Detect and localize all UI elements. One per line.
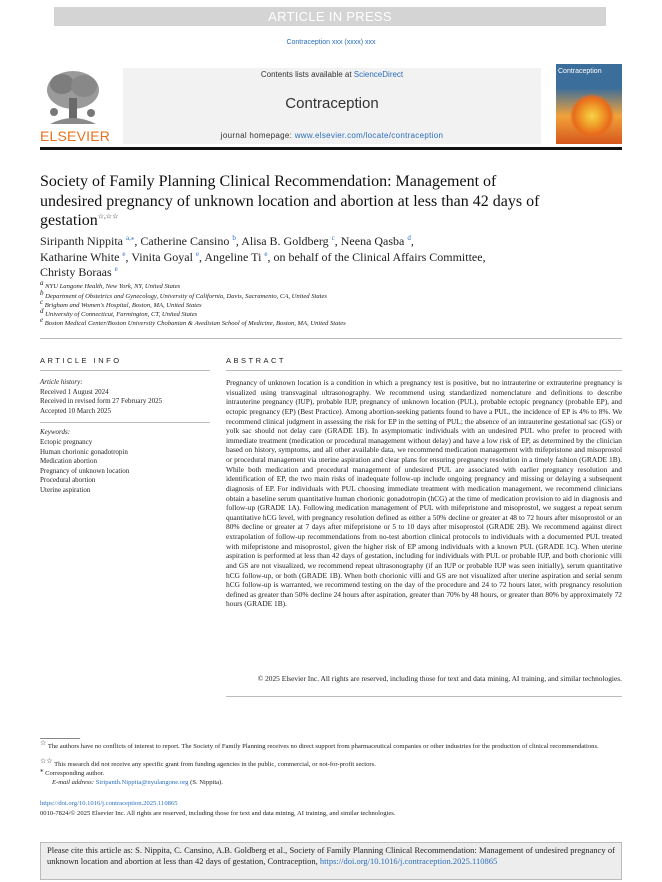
article-info-heading: ARTICLE INFO	[40, 356, 122, 365]
citation-text: Please cite this article as: S. Nippita, C. Cansino, A.B. Goldberg et al., Society of Family Planning Clinical Recommendation: Management of undesired pregnancy of unknown location and abortion at less than 42 days of gestation, Contraception,	[47, 845, 615, 866]
author-affiliation-mark[interactable]: d	[407, 234, 411, 242]
author-name: Neena Qasba	[340, 234, 405, 248]
received-date: Received 1 August 2024	[40, 387, 109, 396]
footnote-funding	[40, 756, 622, 769]
keywords-label: Keywords:	[40, 428, 71, 437]
divider	[40, 338, 622, 339]
cover-title: Contraception	[558, 68, 602, 75]
footnote-conflicts	[40, 738, 622, 751]
homepage-prefix: journal homepage:	[220, 131, 293, 140]
contents-prefix: Contents lists available at	[260, 70, 352, 79]
article-info	[40, 378, 210, 496]
email-label: E-mail address:	[52, 779, 95, 786]
author-separator: ,	[125, 249, 132, 264]
journal-homepage-line	[123, 131, 541, 140]
article-title-text: Society of Family Planning Clinical Recommendation: Management of undesired pregnancy of unknown location and abortion at less than 42 days of gestation	[40, 173, 540, 229]
abstract-heading: ABSTRACT	[226, 356, 287, 365]
author-list	[40, 234, 580, 281]
abstract-rule	[226, 370, 622, 371]
affiliation-key: e	[40, 316, 44, 324]
author-separator: ,	[334, 234, 341, 248]
affiliation-text: Department of Obstetrics and Gynecology, University of California, Davis, Sacramento, CA, United States	[45, 293, 328, 301]
footnote-mark: ☆	[40, 738, 47, 747]
elsevier-wordmark: ELSEVIER	[40, 128, 111, 144]
keyword: Human chorionic gonadotropin	[40, 447, 128, 456]
article-title	[40, 172, 560, 231]
keyword: Pregnancy of unknown location	[40, 466, 130, 475]
affiliation-b	[40, 289, 328, 301]
keyword: Uterine aspiration	[40, 485, 91, 494]
author-name: Catherine Cansino	[140, 234, 230, 248]
author-separator: ,	[134, 234, 141, 248]
affiliation-key: a	[40, 279, 44, 287]
cover-flower-art	[570, 94, 614, 138]
author-separator: ,	[199, 249, 205, 264]
footnote-mark: ☆☆	[40, 756, 53, 765]
article-in-press-banner: ARTICLE IN PRESS	[54, 7, 606, 26]
title-footnote-marks[interactable]: ☆,☆☆	[97, 212, 119, 221]
author-affiliation-mark[interactable]: a,⁎	[126, 234, 135, 242]
author-name: Angeline Ti	[204, 249, 262, 264]
author-separator: , on behalf of the Clinical Affairs Committee,	[267, 249, 486, 264]
footnote-email	[40, 778, 622, 787]
affiliation-text: NYU Langone Health, New York, NY, United States	[45, 283, 181, 291]
article-info-divider	[40, 422, 210, 423]
author-name: Christy Boraas	[40, 265, 112, 279]
abstract-copyright: © 2025 Elsevier Inc. All rights are reserved, including those for text and data mining, AI training, and similar technologies.	[257, 674, 622, 683]
affiliation-a	[40, 279, 181, 291]
journal-reference-link[interactable]: Contraception xxx (xxxx) xxx	[286, 39, 376, 46]
affiliation-key: b	[40, 289, 44, 297]
author-name: Vinita Goyal	[131, 249, 193, 264]
author-name: Katharine White	[40, 249, 120, 264]
accepted-date: Accepted 10 March 2025	[40, 406, 111, 415]
affiliation-key: d	[40, 307, 44, 315]
homepage-link[interactable]: www.elsevier.com/locate/contraception	[294, 131, 444, 140]
contents-line	[123, 70, 541, 79]
author-separator: ,	[235, 234, 242, 248]
sciencedirect-link[interactable]: ScienceDirect	[353, 70, 404, 79]
footnote-text: This research did not receive any specific grant from funding agencies in the public, commercial, or not-for-profit sectors.	[54, 761, 376, 768]
journal-cover-image[interactable]	[556, 64, 622, 144]
revised-date: Received in revised form 27 February 2025	[40, 397, 163, 406]
footnote-corresponding	[40, 765, 622, 778]
author-affiliation-mark[interactable]: e	[114, 265, 118, 273]
author-affiliation-mark[interactable]: b	[232, 234, 236, 242]
affiliation-key: c	[40, 298, 44, 306]
author-name: Siripanth Nippita	[40, 234, 123, 248]
author-affiliation-mark[interactable]: e	[195, 249, 200, 258]
journal-title: Contraception	[285, 95, 379, 112]
affiliation-text: Brigham and Women's Hospital, Boston, MA, United States	[44, 302, 202, 310]
affiliation-d	[40, 307, 198, 319]
keyword: Medication abortion	[40, 457, 97, 466]
affiliation-text: Boston Medical Center/Boston University Chobanian & Avedisian School of Medicine, Boston, MA, United States	[44, 320, 346, 328]
affiliation-e	[40, 316, 346, 328]
author-affiliation-mark[interactable]: e	[264, 249, 268, 258]
footnote-mark: ⁎	[40, 765, 44, 774]
citation-box	[40, 842, 622, 880]
abstract-text: Pregnancy of unknown location is a condition in which a pregnancy test is positive, but no intrauterine or extrauterine pregnancy is visualized using transvaginal ultrasonography. We recommend using standardized nomenclature and definitions to describe intrauterine pregnancy (IUP), probable IUP, pregnancy of unknown location (PUL), probable ectopic pregnancy (probable EP), and ectopic pregnancy (EP) (Best Practice). Among abortion-seeking patients found to have a PUL, the incidence of EP is 4% to 8%. We recommend clinical judgment in assessing the risk for EP in the setting of PUL; the absence of an intrauterine gestational sac (GS) or yolk sac should not delay care (GRADE 1B). In asymptomatic individuals with an undesired PUL who prefer to proceed with immediate treatment (medication or procedural management without delay) and have a low risk of EP, as determined by the clinician based on history, symptoms, and all other available data, we recommend medication management with mifepristone and misoprostol or procedural management via uterine aspiration and clear plans for ensuring pregnancy resolution in a timely fashion (GRADE 1B). While both medication and procedural management of undesired PUL are associated with earlier pregnancy resolution and identification of EP, the two main risks of inadequate follow-up include ongoing pregnancy and missing or delaying a subsequent diagnosis of EP. For individuals with PUL choosing immediate treatment with medication management, we recommend clinicians obtain a baseline serum quantitative human chorionic gonadotropin (hCG) at the time of medication provision to aid in diagnosis and follow-up (GRADE 1A). Following medication management of PUL with mifepristone and misoprostol, we suggest a repeat serum quantitative hCG level, with pregnancy resolution defined as either a 50% decline or greater at 48 to 72 hours after misoprostol or an 80% decline or greater at 7 days after mifepristone or 5 to 10 days after misoprostol (GRADE 2B). We recommend against direct extrapolation of follow-up recommendations from no-test abortion clinical protocols to individuals with a documented PUL treated with mifepristone and misoprostol, given the higher risk of EP among individuals with a known PUL (GRADE 1C). When uterine aspiration is performed at less than 42 days of gestation, including for individuals with PUL or probable IUP, and both chorionic villi and GS are not visualized, we recommend repeat ultrasonography (if an IUP or probable IUP was seen initially), serum quantitative hCG follow-up, or both (GRADE 1B). When both chorionic villi and GS are not visualized after uterine aspiration and serial serum hCG follow-up is warranted, we recommend testing on the day of the procedure and 24 to 72 hours later, with pregnancy resolution defined as greater than 50% decline 24 hours after aspiration, greater than 70% by 48 hours, or greater than 80% by approximately 72 hours (GRADE 1B).	[226, 378, 622, 609]
history-label: Article history:	[40, 378, 83, 386]
header-rule	[40, 147, 622, 150]
author-affiliation-mark[interactable]: e	[122, 249, 126, 258]
email-suffix: (S. Nippita).	[190, 779, 223, 786]
footnote-text: The authors have no conflicts of interest to report. The Society of Family Planning receives no direct support from pharmaceutical companies or other industries for the production of clinical recommendations.	[47, 743, 599, 750]
affiliation-text: University of Connecticut, Farmington, CT, United States	[45, 311, 198, 319]
issn-line: 0010-7824/© 2025 Elsevier Inc. All rights are reserved, including those for text and data mining, AI training, and similar technologies.	[40, 810, 396, 817]
keyword: Procedural abortion	[40, 476, 96, 485]
citation-doi-link[interactable]: https://doi.org/10.1016/j.contraception.2025.110865	[319, 856, 498, 866]
affiliation-c	[40, 298, 202, 310]
footnote-text: Corresponding author.	[45, 770, 105, 777]
author-affiliation-mark[interactable]: c	[331, 234, 335, 242]
doi-link[interactable]: https://doi.org/10.1016/j.contraception.2025.110865	[40, 800, 178, 807]
author-name: Alisa B. Goldberg	[241, 234, 329, 248]
abstract-end-rule	[226, 696, 622, 697]
keyword: Ectopic pregnancy	[40, 437, 93, 446]
article-info-rule	[40, 370, 210, 371]
author-separator: ,	[410, 234, 414, 248]
email-link[interactable]: Siripanth.Nippita@nyulangone.org	[95, 779, 189, 786]
